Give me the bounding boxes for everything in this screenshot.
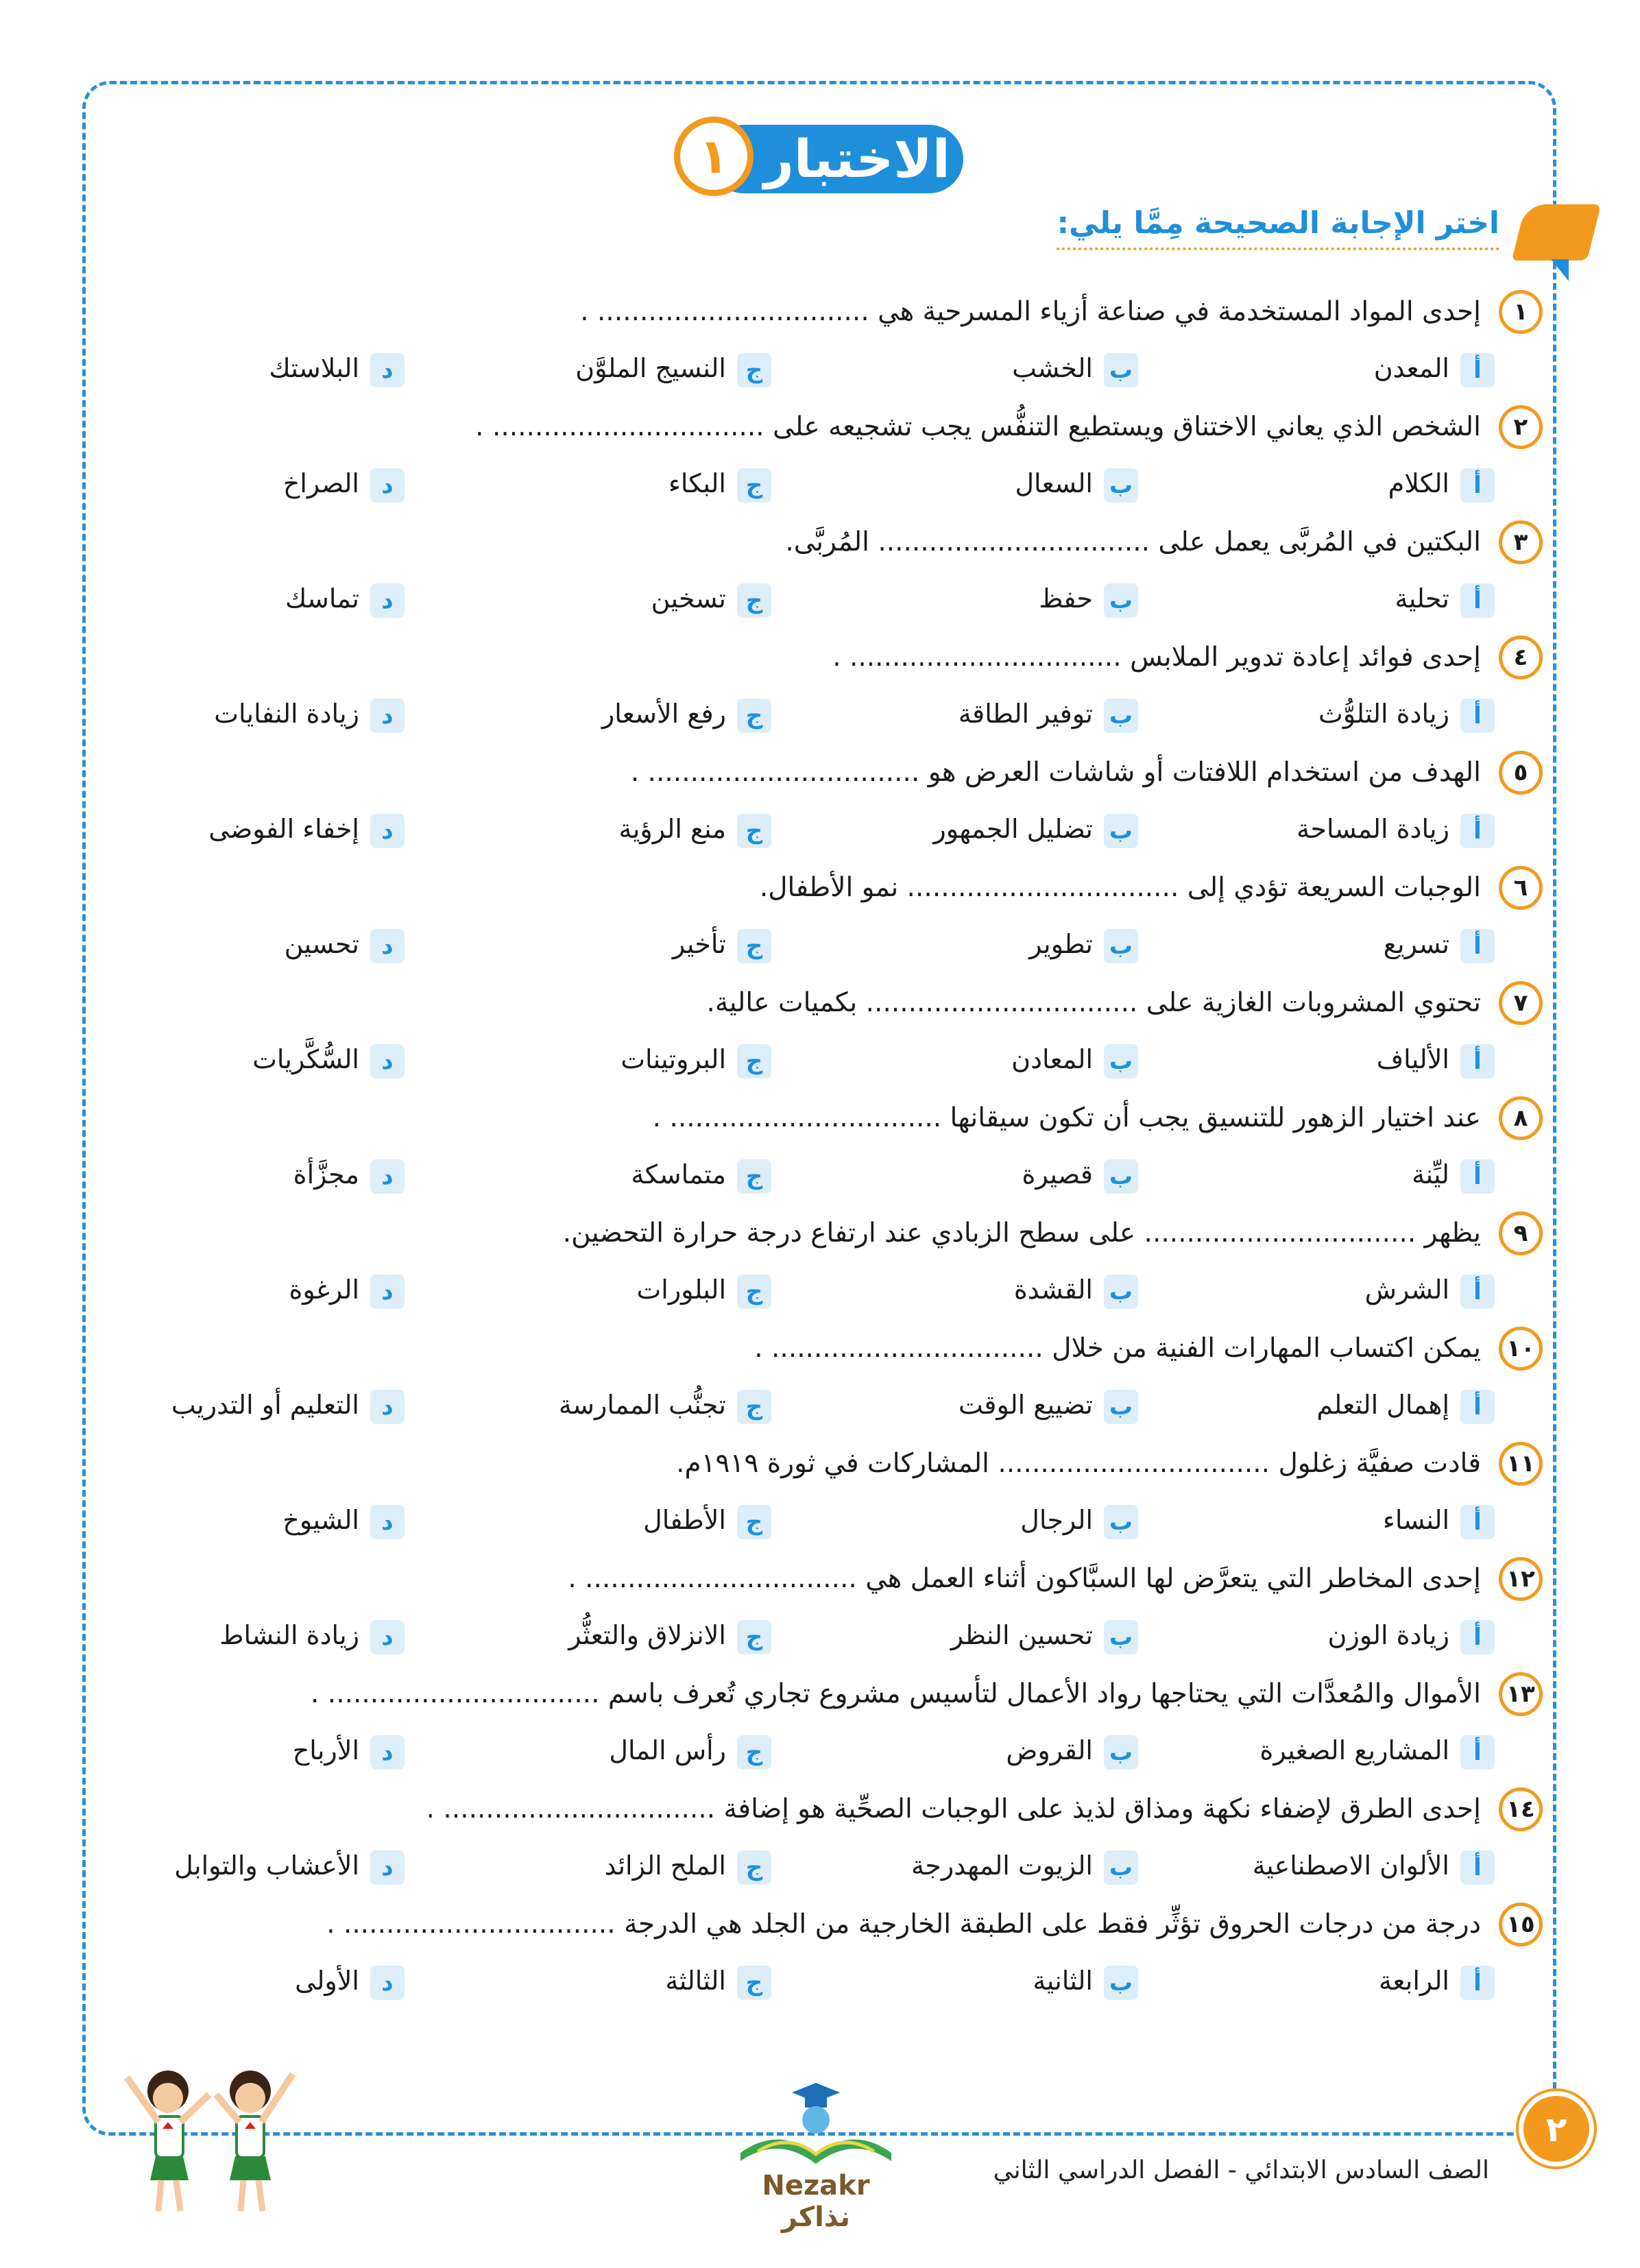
option-letter-badge: أ — [1460, 468, 1495, 503]
answer-option-b[interactable] — [1012, 348, 1138, 389]
question-text: يمكن اكتساب المهارات الفنية من خلال ................................ . — [754, 1333, 1481, 1364]
answer-option-c[interactable] — [665, 1960, 771, 2001]
option-label: الرغوة — [289, 1275, 359, 1305]
option-label: رفع الأسعار — [601, 699, 726, 729]
option-label: حفظ — [1039, 583, 1093, 614]
answer-option-a[interactable] — [1365, 1269, 1495, 1310]
question-number: ٦ — [1499, 866, 1543, 910]
option-letter-badge: أ — [1460, 1390, 1495, 1424]
option-label: إهمال التعلم — [1316, 1390, 1449, 1420]
question-number: ٤ — [1499, 636, 1543, 679]
instruction-heading: اختر الإجابة الصحيحة مِمَّا يلي: — [1057, 206, 1499, 250]
option-label: البروتينات — [620, 1044, 726, 1074]
option-letter-badge: ج — [737, 699, 771, 733]
option-label: متماسكة — [631, 1159, 726, 1190]
option-letter-badge: د — [370, 1850, 405, 1885]
question-text: إحدى المخاطر التي يتعرَّض لها السبَّاكون أثناء العمل هي ................................ . — [568, 1563, 1481, 1594]
option-letter-badge: ج — [737, 583, 771, 618]
option-letter-badge: أ — [1460, 583, 1495, 618]
answer-option-a[interactable] — [1395, 578, 1495, 619]
option-label: رأس المال — [609, 1735, 726, 1765]
question-number: ٢ — [1499, 405, 1543, 449]
answer-option-d[interactable] — [282, 1499, 405, 1541]
question-text: درجة من درجات الحروق تؤثِّر فقط على الطبقة الخارجية من الجلد هي الدرجة ................................ . — [326, 1909, 1481, 1940]
option-letter-badge: ب — [1104, 699, 1138, 733]
option-label: الرابعة — [1379, 1966, 1449, 1996]
option-letter-badge: أ — [1460, 699, 1495, 733]
option-letter-badge: ب — [1104, 1044, 1138, 1078]
answer-option-b[interactable] — [1039, 578, 1138, 619]
option-letter-badge: ب — [1104, 814, 1138, 848]
question-number: ١٠ — [1499, 1327, 1543, 1371]
option-label: المعادن — [1011, 1044, 1093, 1074]
answer-option-c[interactable] — [609, 1730, 771, 1771]
question-item — [171, 1199, 1528, 1314]
option-letter-badge: ب — [1104, 468, 1138, 503]
option-label: زيادة النفايات — [214, 699, 359, 729]
option-letter-badge: د — [370, 699, 405, 733]
option-label: الأطفال — [643, 1505, 726, 1535]
option-label: الملح الزائد — [604, 1850, 726, 1881]
option-letter-badge: أ — [1460, 1850, 1495, 1885]
answer-option-b[interactable] — [1011, 1039, 1138, 1080]
answer-option-c[interactable] — [559, 1384, 771, 1425]
answer-option-d[interactable] — [174, 1845, 405, 1886]
question-number: ١ — [1499, 290, 1543, 334]
option-letter-badge: د — [370, 1735, 405, 1770]
question-text: إحدى فوائد إعادة تدوير الملابس ................................ . — [832, 642, 1481, 673]
option-letter-badge: ب — [1104, 1620, 1138, 1654]
answer-option-b[interactable] — [1029, 924, 1138, 965]
option-label: تجنُّب الممارسة — [558, 1390, 726, 1420]
option-letter-badge: د — [370, 1390, 405, 1424]
answer-option-a[interactable] — [1388, 463, 1495, 504]
answer-option-d[interactable] — [283, 463, 405, 504]
answer-option-a[interactable] — [1316, 1384, 1495, 1425]
answer-option-a[interactable] — [1318, 693, 1495, 734]
option-label: زيادة التلوُّث — [1318, 699, 1449, 729]
answer-option-d[interactable] — [285, 924, 405, 965]
answer-option-a[interactable] — [1259, 1730, 1495, 1771]
answer-option-a[interactable] — [1253, 1845, 1495, 1886]
question-text: إحدى المواد المستخدمة في صناعة أزياء المسرحية هي ................................ . — [580, 296, 1481, 327]
answer-option-d[interactable] — [269, 348, 405, 389]
option-label: تضييع الوقت — [958, 1390, 1093, 1420]
answer-option-a[interactable] — [1297, 808, 1495, 849]
answer-option-a[interactable] — [1328, 1615, 1495, 1656]
answer-option-d[interactable] — [295, 1960, 405, 2001]
option-letter-badge: ج — [737, 929, 771, 963]
answer-option-c[interactable] — [673, 924, 771, 965]
option-letter-badge: ب — [1104, 1505, 1138, 1539]
option-label: الشيوخ — [282, 1505, 359, 1535]
question-item — [171, 393, 1528, 508]
option-letter-badge: أ — [1460, 1620, 1495, 1654]
option-letter-badge: ب — [1104, 1390, 1138, 1424]
question-item — [171, 854, 1528, 969]
option-label: النسيج الملوَّن — [575, 353, 726, 383]
option-letter-badge: د — [370, 468, 405, 503]
question-text: قادت صفيَّة زغلول ................................ المشاركات في ثورة ١٩١٩م. — [676, 1448, 1481, 1479]
option-letter-badge: ج — [737, 1390, 771, 1424]
question-text: الهدف من استخدام اللافتات أو شاشات العرض هو ................................ . — [630, 757, 1481, 788]
answer-option-b[interactable] — [1022, 1154, 1138, 1195]
answer-option-c[interactable] — [618, 808, 771, 849]
option-letter-badge: ب — [1104, 1966, 1138, 2000]
answer-option-b[interactable] — [1033, 1960, 1138, 2001]
question-item — [171, 738, 1528, 854]
option-label: تسخين — [651, 583, 726, 614]
page-number: ٢ — [1519, 2091, 1594, 2167]
answer-option-a[interactable] — [1384, 924, 1495, 965]
question-number: ١١ — [1499, 1442, 1543, 1486]
option-label: الصراخ — [282, 468, 359, 498]
grade-caption: الصف السادس الابتدائي - الفصل الدراسي الثاني — [993, 2156, 1489, 2184]
answer-option-c[interactable] — [568, 1615, 771, 1656]
option-letter-badge: ج — [737, 1159, 771, 1194]
question-item — [171, 1314, 1535, 1429]
option-letter-badge: أ — [1460, 353, 1495, 387]
kids-illustration-icon — [113, 2053, 309, 2225]
option-label: السُّكَّريات — [252, 1044, 359, 1074]
option-letter-badge: ج — [737, 814, 771, 848]
question-number: ٣ — [1499, 520, 1543, 564]
option-label: توفير الطاقة — [958, 699, 1093, 729]
option-label: القشدة — [1013, 1275, 1093, 1305]
option-label: تضليل الجمهور — [933, 814, 1093, 844]
option-letter-badge: ج — [737, 1850, 771, 1885]
option-label: الثالثة — [665, 1966, 726, 1996]
question-item — [171, 1429, 1535, 1545]
option-letter-badge: ج — [737, 1620, 771, 1654]
answer-option-d[interactable] — [293, 1154, 405, 1195]
option-letter-badge: ج — [737, 1966, 771, 2000]
option-letter-badge: ب — [1104, 583, 1138, 618]
questions-list — [171, 278, 1535, 2005]
question-number: ١٣ — [1499, 1672, 1543, 1716]
answer-option-b[interactable] — [1014, 1269, 1138, 1310]
instruction-triangle-icon — [1551, 259, 1569, 281]
option-label: إخفاء الفوضى — [208, 814, 359, 844]
option-label: زيادة المساحة — [1297, 814, 1449, 844]
option-letter-badge: أ — [1460, 929, 1495, 963]
answer-option-c[interactable] — [620, 1039, 771, 1080]
option-label: الأعشاب والتوابل — [174, 1850, 359, 1881]
answer-option-c[interactable] — [668, 463, 771, 504]
answer-option-b[interactable] — [958, 1384, 1138, 1425]
question-number: ١٢ — [1499, 1557, 1543, 1601]
answer-option-d[interactable] — [214, 693, 405, 734]
question-item — [171, 278, 1528, 393]
question-text: إحدى الطرق لإضفاء نكهة ومذاق لذيذ على الوجبات الصحِّية هو إضافة ................................ . — [426, 1794, 1481, 1824]
option-letter-badge: أ — [1460, 1159, 1495, 1194]
question-number: ١٤ — [1499, 1787, 1543, 1831]
option-label: تأخير — [672, 929, 726, 959]
option-label: تطوير — [1029, 929, 1093, 959]
option-letter-badge: د — [370, 1044, 405, 1078]
option-label: ليِّنة — [1412, 1159, 1449, 1190]
answer-option-d[interactable] — [285, 578, 405, 619]
option-label: البلاستك — [269, 353, 359, 383]
question-item — [171, 1545, 1535, 1660]
option-label: زيادة الوزن — [1327, 1620, 1449, 1650]
question-item — [171, 623, 1528, 738]
option-letter-badge: ب — [1104, 1850, 1138, 1885]
option-letter-badge: ب — [1104, 1275, 1138, 1309]
option-letter-badge: ج — [737, 1044, 771, 1078]
question-text: يظهر ................................ على سطح الزبادي عند ارتفاع درجة حرارة التحضين. — [562, 1218, 1481, 1248]
answer-option-d[interactable] — [293, 1730, 405, 1771]
answer-option-b[interactable] — [1006, 1730, 1138, 1771]
test-title — [668, 117, 970, 202]
question-text: تحتوي المشروبات الغازية على ................................ بكميات عالية. — [706, 987, 1481, 1018]
question-text: الأموال والمُعدَّات التي يحتاجها رواد الأعمال لتأسيس مشروع تجاري تُعرف باسم ................................ . — [311, 1678, 1481, 1709]
question-number: ٩ — [1499, 1211, 1543, 1255]
option-label: البكاء — [668, 468, 726, 498]
option-label: السعال — [1015, 468, 1093, 498]
option-letter-badge: أ — [1460, 1275, 1495, 1309]
question-text: البكتين في المُربَّى يعمل على ................................ المُربَّى. — [785, 527, 1481, 557]
option-label: قصيرة — [1022, 1159, 1093, 1190]
question-number: ٥ — [1499, 751, 1543, 795]
option-letter-badge: ج — [737, 353, 771, 387]
option-letter-badge: د — [370, 1966, 405, 2000]
option-letter-badge: ب — [1104, 353, 1138, 387]
answer-option-b[interactable] — [958, 693, 1138, 734]
option-letter-badge: أ — [1460, 1044, 1495, 1078]
option-label: الألياف — [1376, 1044, 1449, 1074]
answer-option-b[interactable] — [933, 808, 1138, 849]
question-item — [171, 1084, 1528, 1199]
option-label: تماسك — [285, 583, 359, 614]
option-letter-badge: ج — [737, 1505, 771, 1539]
answer-option-c[interactable] — [575, 348, 771, 389]
answer-option-a[interactable] — [1379, 1960, 1495, 2001]
answer-option-d[interactable] — [219, 1615, 405, 1656]
option-letter-badge: د — [370, 1620, 405, 1654]
option-label: الرجال — [1020, 1505, 1093, 1535]
option-label: تسريع — [1383, 929, 1449, 959]
answer-option-a[interactable] — [1377, 1039, 1495, 1080]
option-label: الزيوت المهدرجة — [911, 1850, 1093, 1881]
option-label: التعليم أو التدريب — [171, 1390, 359, 1420]
option-letter-badge: د — [370, 1159, 405, 1194]
option-label: البلورات — [636, 1275, 726, 1305]
option-label: الشرش — [1364, 1275, 1449, 1305]
answer-option-c[interactable] — [602, 693, 771, 734]
option-label: النساء — [1383, 1505, 1449, 1535]
question-text: عند اختيار الزهور للتنسيق يجب أن تكون سيقانها ................................ . — [652, 1102, 1481, 1133]
answer-option-d[interactable] — [171, 1384, 405, 1425]
answer-option-c[interactable] — [605, 1845, 771, 1886]
option-letter-badge: أ — [1460, 1966, 1495, 2000]
answer-option-c[interactable] — [651, 578, 771, 619]
option-label: زيادة النشاط — [219, 1620, 359, 1650]
option-label: الانزلاق والتعثُّر — [568, 1620, 726, 1650]
book-graduate-icon — [720, 2077, 912, 2173]
answer-option-b[interactable] — [1020, 1499, 1138, 1541]
nezakr-logo — [720, 2077, 912, 2233]
answer-option-c[interactable] — [637, 1269, 772, 1310]
option-letter-badge: ج — [737, 468, 771, 503]
option-label: المشاريع الصغيرة — [1259, 1735, 1449, 1765]
option-label: الأولى — [295, 1966, 359, 1996]
question-text: الوجبات السريعة تؤدي إلى ................................ نمو الأطفال. — [759, 872, 1481, 903]
question-number: ١٥ — [1499, 1903, 1543, 1946]
option-letter-badge: د — [370, 1505, 405, 1539]
answer-option-c[interactable] — [643, 1499, 771, 1541]
option-label: الألوان الاصطناعية — [1252, 1850, 1449, 1881]
option-letter-badge: ب — [1104, 1159, 1138, 1194]
option-label: الخشب — [1012, 353, 1093, 383]
option-label: الكلام — [1388, 468, 1449, 498]
question-item — [171, 969, 1528, 1084]
option-label: الثانية — [1033, 1966, 1093, 1996]
option-label: تحلية — [1395, 583, 1449, 614]
option-letter-badge: د — [370, 929, 405, 963]
answer-option-d[interactable] — [208, 808, 405, 849]
option-label: الأرباح — [292, 1735, 359, 1765]
option-letter-badge: أ — [1460, 814, 1495, 848]
answer-option-c[interactable] — [631, 1154, 771, 1195]
option-label: تحسين النظر — [950, 1620, 1093, 1650]
option-letter-badge: ب — [1104, 929, 1138, 963]
answer-option-b[interactable] — [911, 1845, 1138, 1886]
question-number: ٨ — [1499, 1096, 1543, 1140]
option-label: القروض — [1006, 1735, 1093, 1765]
question-item — [171, 1660, 1535, 1775]
title-number: ١ — [674, 117, 753, 196]
question-text: الشخص الذي يعاني الاختناق ويستطيع التنفُّس يجب تشجيعه على ................................ . — [475, 411, 1481, 442]
option-label: مجزَّأة — [293, 1159, 359, 1190]
answer-option-d[interactable] — [252, 1039, 405, 1080]
answer-option-d[interactable] — [289, 1269, 405, 1310]
option-label: تحسين — [284, 929, 359, 959]
option-letter-badge: ج — [737, 1275, 771, 1309]
answer-option-b[interactable] — [1015, 463, 1138, 504]
option-letter-badge: د — [370, 353, 405, 387]
option-label: المعدن — [1373, 353, 1449, 383]
option-label: منع الرؤية — [618, 814, 726, 844]
answer-option-a[interactable] — [1374, 348, 1495, 389]
answer-option-b[interactable] — [951, 1615, 1138, 1656]
option-letter-badge: د — [370, 1275, 405, 1309]
question-item — [171, 508, 1528, 623]
option-letter-badge: ب — [1104, 1735, 1138, 1770]
option-letter-badge: أ — [1460, 1505, 1495, 1539]
option-letter-badge: ج — [737, 1735, 771, 1770]
option-letter-badge: د — [370, 814, 405, 848]
question-item — [171, 1775, 1535, 1890]
option-letter-badge: د — [370, 583, 405, 618]
answer-option-a[interactable] — [1383, 1499, 1495, 1541]
answer-option-a[interactable] — [1412, 1154, 1495, 1195]
question-number: ٧ — [1499, 981, 1543, 1025]
question-item — [171, 1890, 1535, 2005]
logo-text: Nezakr نذاكر — [762, 2170, 870, 2233]
option-letter-badge: أ — [1460, 1735, 1495, 1770]
title-label: الاختبار — [710, 125, 963, 193]
